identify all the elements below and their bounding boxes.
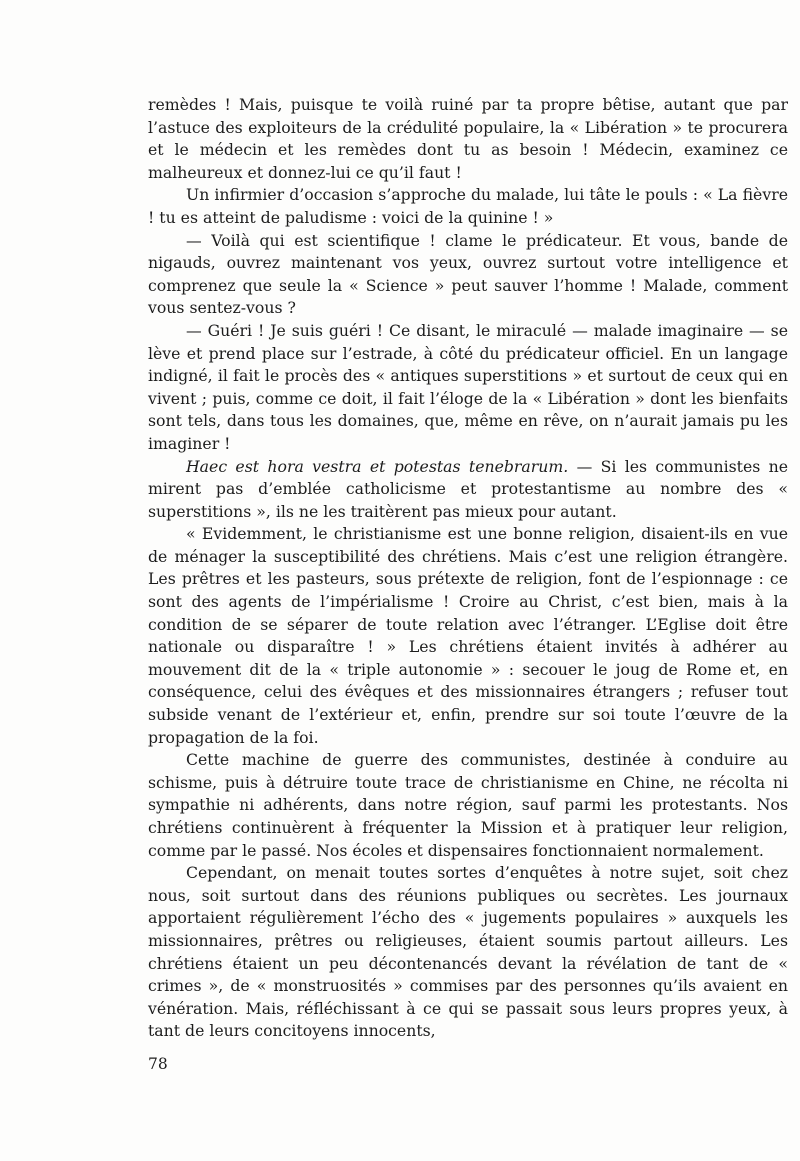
latin-quote: Haec est hora vestra et potestas tenebrarum. (186, 456, 569, 476)
paragraph-2: Un infirmier d’occasion s’approche du malade, lui tâte le pouls : « La fièvre ! tu es atteint de paludisme : voici de la quinine ! » (148, 185, 788, 227)
paragraph-7: Cette machine de guerre des communistes, destinée à conduire au schisme, puis à détruire toute trace de christianisme en Chine, ne récolta ni sympathie ni adhérents, dans notre région, sauf parmi les protestants. Nos chrétiens continuèrent à fréquenter la Mission et à pratiquer leur religion, comme par le passé. Nos écoles et dispensaires fonctionnaient normalement. (148, 750, 788, 860)
paragraph-8: Cependant, on menait toutes sortes d’enquêtes à notre sujet, soit chez nous, soit surtout dans des réunions publiques ou secrètes. Les journaux apportaient régulièrement l’écho des « jugements populaires » auxquels les missionnaires, prêtres ou religieuses, étaient soumis partout ailleurs. Les chrétiens étaient un peu décontenancés devant la révélation de tant de « crimes », de « monstruosités » commises par des personnes qu’ils avaient en vénération. Mais, réfléchissant à ce qui se passait sous leurs propres yeux, à tant de leurs concitoyens innocents, (148, 863, 788, 1041)
paragraph-5 (148, 456, 788, 524)
page-number: 78 (148, 1055, 168, 1073)
body-text (148, 94, 788, 1043)
paragraph-3: — Voilà qui est scientifique ! clame le prédicateur. Et vous, bande de nigauds, ouvrez maintenant vos yeux, ouvrez surtout votre intelligence et comprenez que seule la « Science » peut sauver l’homme ! Malade, comment vous sentez-vous ? (148, 230, 788, 318)
paragraph-4: — Guéri ! Je suis guéri ! Ce disant, le miraculé — malade imaginaire — se lève et prend place sur l’estrade, à côté du prédicateur officiel. En un langage indigné, il fait le procès des « antiques superstitions » et surtout de ceux qui en vivent ; puis, comme ce doit, il fait l’éloge de la « Libération » dont les bienfaits sont tels, dans tous les domaines, que, même en rêve, on n’aurait jamais pu les imaginer ! (148, 320, 788, 453)
paragraph-6: « Evidemment, le christianisme est une bonne religion, disaient-ils en vue de ménager la susceptibilité des chrétiens. Mais c’est une religion étrangère. Les prêtres et les pasteurs, sous prétexte de religion, font de l’espionnage : ce sont des agents de l’impérialisme ! Croire au Christ, c’est bien, mais à la condition de se séparer de toute relation avec l’étranger. L’Eglise doit être nationale ou disparaître ! » Les chrétiens étaient invités à adhérer au mouvement dit de la « triple autonomie » : secouer le joug de Rome et, en conséquence, celui des évêques et des missionnaires étrangers ; refuser tout subside venant de l’extérieur et, enfin, prendre sur soi toute l’œuvre de la propagation de la foi. (148, 524, 788, 747)
paragraph-5-text: — Si les communistes ne mirent pas d’emblée catholicisme et protestantisme au nombre des « superstitions », ils ne les traitèrent pas mieux pour autant. (148, 456, 788, 521)
paragraph-1: remèdes ! Mais, puisque te voilà ruiné par ta propre bêtise, autant que par l’astuce des exploiteurs de la crédulité populaire, la « Libération » te procurera et le médecin et les remèdes dont tu as besoin ! Médecin, examinez ce malheureux et donnez-lui ce qu’il faut ! (148, 95, 788, 182)
